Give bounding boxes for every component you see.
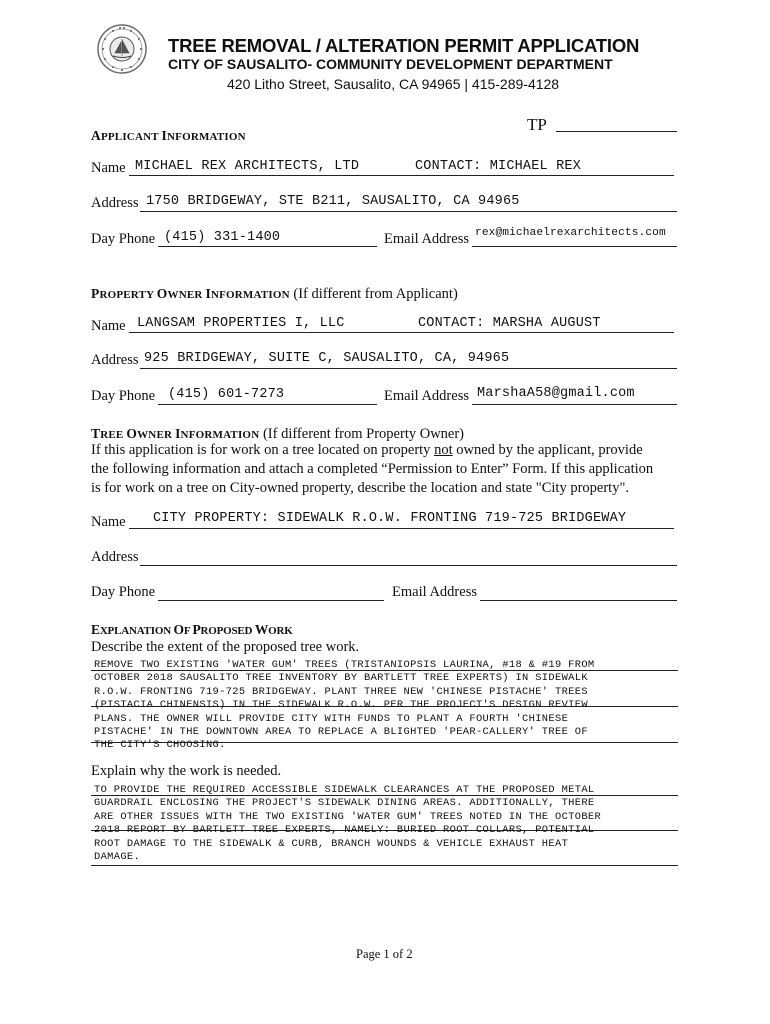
applicant-contact-value: CONTACT: MICHAEL REX	[415, 159, 582, 174]
owner-address-label: Address	[91, 352, 139, 368]
applicant-name-label: Name	[91, 160, 126, 176]
department-name: CITY OF SAUSALITO- COMMUNITY DEVELOPMENT DEPARTMENT	[168, 56, 613, 72]
tree-owner-phone-field[interactable]	[158, 600, 384, 601]
tree-owner-email-label: Email Address	[392, 584, 477, 600]
tree-owner-address-label: Address	[91, 549, 139, 565]
property-owner-heading: PROPERTY OWNER INFORMATION (If different from Applicant)	[91, 286, 458, 302]
text-line: ARE OTHER ISSUES WITH THE TWO EXISTING 'WATER GUM' TREES NOTED IN THE OCTOBER	[94, 810, 602, 823]
text-line: REMOVE TWO EXISTING 'WATER GUM' TREES (TRISTANIOPSIS LAURINA, #18 & #19 FROM	[94, 659, 595, 671]
text-line: OCTOBER 2018 SAUSALITO TREE INVENTORY BY BARTLETT TREE EXPERTS) IN SIDEWALK	[94, 672, 588, 685]
owner-phone-label: Day Phone	[91, 388, 156, 404]
applicant-email-value: rex@michaelrexarchitects.com	[475, 227, 666, 239]
tp-number-field[interactable]	[556, 131, 677, 132]
owner-address-field[interactable]	[140, 368, 677, 369]
page-number: Page 1 of 2	[356, 947, 413, 961]
applicant-address-field[interactable]	[140, 211, 677, 212]
applicant-phone-field[interactable]	[158, 246, 377, 247]
text-line: PISTACHE' IN THE DOWNTOWN AREA TO REPLACE A BLIGHTED 'PEAR-CALLERY' TREE OF	[94, 726, 588, 739]
text-line: TO PROVIDE THE REQUIRED ACCESSIBLE SIDEWALK CLEARANCES AT THE PROPOSED METAL	[94, 784, 595, 796]
owner-name-field[interactable]	[129, 332, 674, 333]
tree-owner-name-field[interactable]	[129, 528, 674, 529]
owner-email-field[interactable]	[472, 404, 677, 405]
applicant-heading: APPLICANT INFORMATION	[91, 128, 246, 143]
tree-owner-address-field[interactable]	[140, 565, 677, 566]
owner-phone-value: (415) 601-7273	[168, 387, 285, 402]
applicant-phone-value: (415) 331-1400	[164, 230, 281, 245]
owner-name-label: Name	[91, 318, 126, 334]
tree-owner-heading: TREE OWNER INFORMATION (If different from Property Owner)	[91, 426, 465, 442]
department-address: 420 Litho Street, Sausalito, CA 94965 | 415-289-4128	[227, 76, 560, 92]
tree-owner-name-value: CITY PROPERTY: SIDEWALK R.O.W. FRONTING 719-725 BRIDGEWAY	[153, 511, 627, 526]
why-work-label: Explain why the work is needed.	[91, 763, 282, 779]
describe-work-label: Describe the extent of the proposed tree work.	[91, 639, 360, 655]
form-title: TREE REMOVAL / ALTERATION PERMIT APPLICATION	[168, 35, 640, 56]
applicant-email-label: Email Address	[384, 231, 469, 247]
tree-owner-phone-label: Day Phone	[91, 584, 156, 600]
tree-owner-instructions: If this application is for work on a tree located on property not owned by the applicant, provide the following information and attach a completed “Permission to Enter” Form. If this application is for work on a tree on City-owned property, describe the location and state "City property".	[91, 442, 654, 496]
why-rule	[91, 865, 678, 866]
text-line: 2018 REPORT BY BARTLETT TREE EXPERTS, NAMELY: BURIED ROOT COLLARS, POTENTIAL	[94, 824, 595, 837]
text-line: THE CITY'S CHOOSING.	[94, 739, 226, 752]
describe-work-text[interactable]	[94, 659, 595, 753]
owner-email-label: Email Address	[384, 388, 469, 404]
city-seal	[97, 24, 147, 74]
why-work-text[interactable]	[94, 784, 601, 864]
tp-label: TP	[527, 115, 547, 134]
text-line: ROOT DAMAGE TO THE SIDEWALK & CURB, BRANCH WOUNDS & VEHICLE EXHAUST HEAT	[94, 837, 569, 850]
text-line: R.O.W. FRONTING 719-725 BRIDGEWAY. PLANT THREE NEW 'CHINESE PISTACHE' TREES	[94, 685, 588, 698]
text-line: PLANS. THE OWNER WILL PROVIDE CITY WITH FUNDS TO PLANT A FOURTH 'CHINESE	[94, 712, 569, 725]
owner-phone-field[interactable]	[158, 404, 377, 405]
applicant-name-field[interactable]	[129, 175, 674, 176]
text-line: GUARDRAIL ENCLOSING THE PROJECT'S SIDEWALK DINING AREAS. ADDITIONALLY, THERE	[94, 797, 595, 810]
text-line: (PISTACIA CHINENSIS) IN THE SIDEWALK R.O.W. PER THE PROJECT'S DESIGN REVIEW	[94, 699, 588, 712]
text-line: DAMAGE.	[94, 851, 141, 864]
applicant-email-field[interactable]	[472, 246, 677, 247]
applicant-address-label: Address	[91, 195, 139, 211]
owner-name-value: LANGSAM PROPERTIES I, LLC	[137, 316, 345, 331]
tree-owner-email-field[interactable]	[480, 600, 677, 601]
proposed-work-heading: EXPLANATION OF PROPOSED WORK	[91, 622, 293, 637]
owner-email-value: MarshaA58@gmail.com	[477, 386, 635, 401]
applicant-name-value: MICHAEL REX ARCHITECTS, LTD	[135, 159, 360, 174]
owner-contact-value: CONTACT: MARSHA AUGUST	[418, 316, 601, 331]
tree-owner-name-label: Name	[91, 514, 126, 530]
applicant-address-value: 1750 BRIDGEWAY, STE B211, SAUSALITO, CA 94965	[146, 194, 520, 209]
owner-address-value: 925 BRIDGEWAY, SUITE C, SAUSALITO, CA, 94965	[144, 351, 510, 366]
applicant-phone-label: Day Phone	[91, 231, 156, 247]
